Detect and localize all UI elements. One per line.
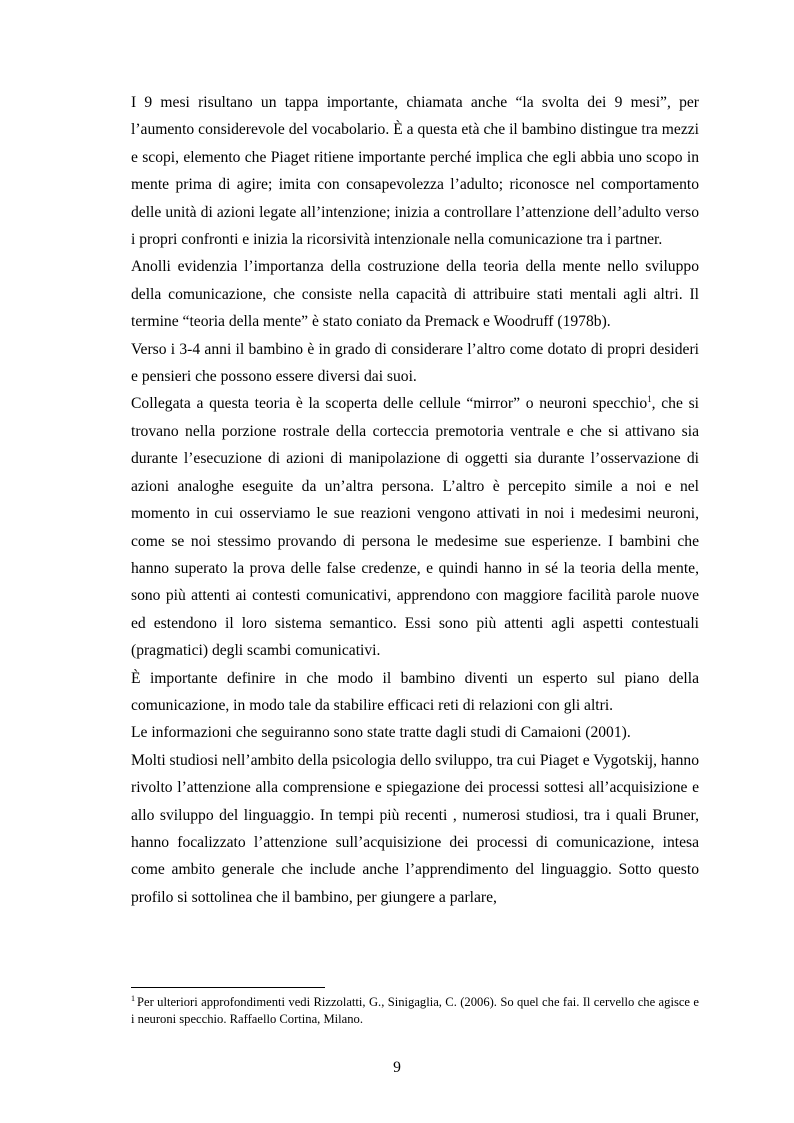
footnote-reference: 1 bbox=[647, 394, 652, 405]
paragraph-mirror-neurons bbox=[131, 390, 699, 664]
body-text bbox=[131, 89, 699, 911]
page-number: 9 bbox=[393, 1059, 401, 1076]
paragraph-nine-months: I 9 mesi risultano un tappa importante, chiamata anche “la svolta dei 9 mesi”, per l’aumento considerevole del vocabolario. È a questa età che il bambino distingue tra mezzi e scopi, elemento che Piaget ritiene importante perché implica che egli abbia uno scopo in mente prima di agire; imita con consapevolezza l’adulto; riconosce nel comportamento delle unità di azioni legate all’intenzione; inizia a controllare l’attenzione dell’adulto verso i propri confronti e inizia la ricorsività intenzionale nella comunicazione tra i partner. bbox=[131, 94, 699, 249]
footnote-separator bbox=[131, 987, 325, 988]
footnote-text: Per ulteriori approfondimenti vedi Rizzolatti, G., Sinigaglia, C. (2006). So quel che fai. Il cervello che agisce e i neuroni specchio. Raffaello Cortina, Milano. bbox=[131, 995, 699, 1026]
mirror-text-after: , che si trovano nella porzione rostrale della corteccia premotoria ventrale e che si attivano sia durante l’esecuzione di azioni di manipolazione di oggetti sia durante l’osservazione di azioni analoghe eseguite da un’altra persona. L’altro è percepito simile a noi e nel momento in cui osserviamo le sue reazioni vengono attivati in noi i medesimi neuroni, come se noi stessimo provando di persona le medesime sue esperienze. I bambini che hanno superato la prova delle false credenze, e quindi hanno in sé la teoria della mente, sono più attenti ai contesti comunicativi, apprendono con maggiore facilità parole nuove ed estendono il loro sistema semantico. Essi sono più attenti agli aspetti contestuali (pragmatici) degli scambi comunicativi. bbox=[131, 395, 699, 660]
paragraph-language-acquisition: Molti studiosi nell’ambito della psicologia dello sviluppo, tra cui Piaget e Vygotskij, hanno rivolto l’attenzione alla comprensione e spiegazione dei processi sottesi all’acquisizione e allo sviluppo del linguaggio. In tempi più recenti , numerosi studiosi, tra i quali Bruner, hanno focalizzato l’attenzione sull’acquisizione dei processi di comunicazione, intesa come ambito generale che include anche l’apprendimento del linguaggio. Sotto questo profilo si sottolinea che il bambino, per giungere a parlare, bbox=[131, 751, 699, 906]
paragraph-camaioni-source: Le informazioni che seguiranno sono state tratte dagli studi di Camaioni (2001). bbox=[131, 724, 631, 742]
footnote-marker: 1 bbox=[131, 993, 135, 1003]
paragraph-communication-expert: È importante definire in che modo il bambino diventi un esperto sul piano della comunicazione, in modo tale da stabilire efficaci reti di relazioni con gli altri. bbox=[131, 669, 699, 714]
mirror-text-before: Collegata a questa teoria è la scoperta delle cellule “mirror” o neuroni specchio bbox=[131, 395, 648, 413]
paragraph-three-four-years: Verso i 3-4 anni il bambino è in grado di considerare l’altro come dotato di propri desideri e pensieri che possono essere diversi dai suoi. bbox=[131, 340, 699, 386]
footnote bbox=[131, 994, 699, 1027]
paragraph-theory-of-mind: Anolli evidenzia l’importanza della costruzione della teoria della mente nello sviluppo della comunicazione, che consiste nella capacità di attribuire stati mentali agli altri. Il termine “teoria della mente” è stato coniato da Premack e Woodruff (1978b). bbox=[131, 258, 699, 331]
